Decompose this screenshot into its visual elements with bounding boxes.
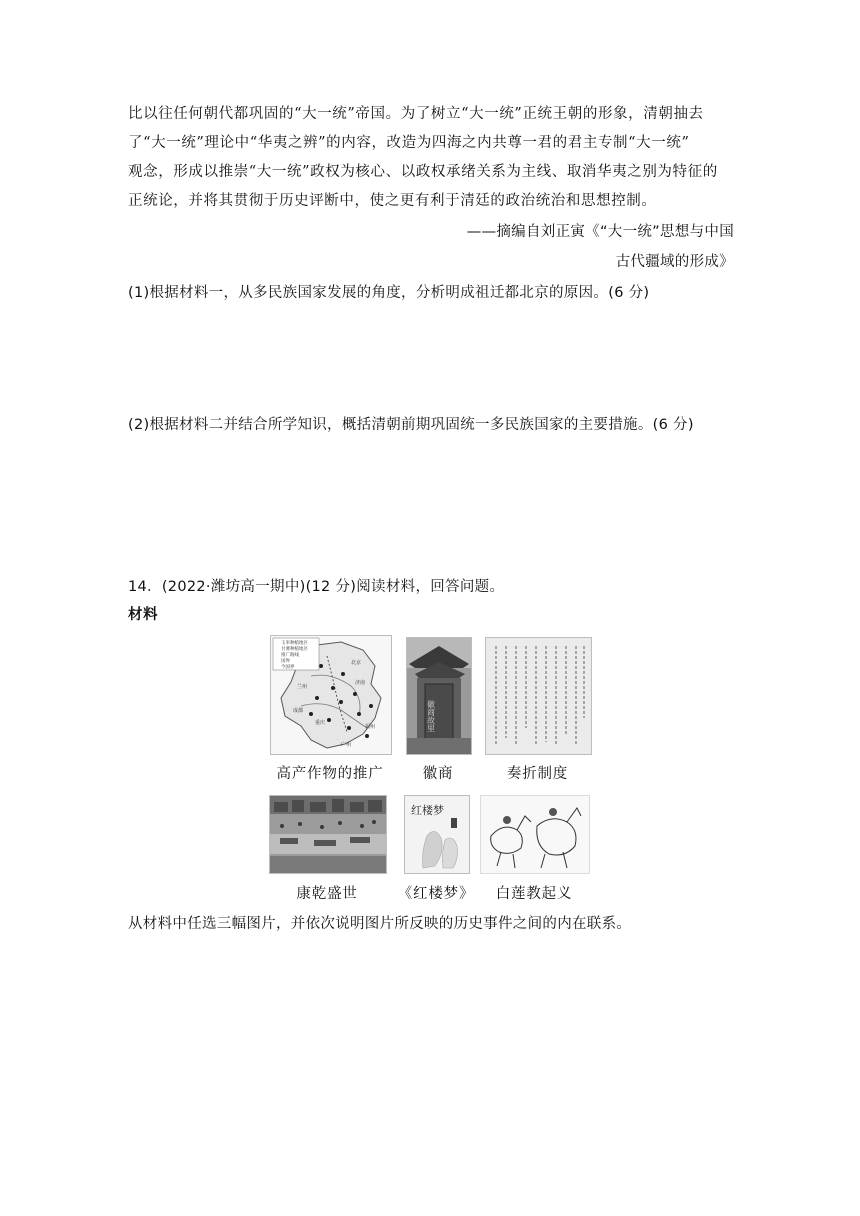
paragraph-line-3: 观念，形成以推崇“大一统”政权为核心、以政权承绪关系为主线、取消华夷之别为特征的 xyxy=(128,164,718,180)
caption-huishang: 徽商 xyxy=(422,766,454,782)
caption-hongloumeng: 《红楼梦》 xyxy=(397,886,475,902)
document-scroll-icon xyxy=(486,638,591,754)
memorial-document-image xyxy=(485,637,592,755)
map-place-jinan: 济南 xyxy=(355,680,366,686)
map-place-chongqing: 重庆 xyxy=(315,720,326,726)
question-2: (2)根据材料二并结合所学知识，概括清朝前期巩固统一多民族国家的主要措施。(6 分) xyxy=(128,417,694,433)
map-place-beijing: 北京 xyxy=(351,660,362,666)
map-legend-corn: 玉米种植地区 xyxy=(281,641,308,646)
hongloumeng-image xyxy=(404,795,470,874)
paragraph-line-4: 正统论，并将其贯彻于历史评断中，使之更有利于清廷的政治统治和思想控制。 xyxy=(128,193,657,209)
china-map-icon xyxy=(271,636,391,754)
paragraph-line-2: 了“大一统”理论中“华夷之辨”的内容，改造为四海之内共尊一君的君主专制“大一统” xyxy=(128,135,690,151)
caption-memorial: 奏折制度 xyxy=(506,766,569,782)
white-lotus-uprising-image xyxy=(480,795,590,874)
map-legend-route: 推广路线 xyxy=(281,653,299,658)
map-legend-modern-border: 今国界 xyxy=(281,665,295,670)
question-1: (1)根据材料一，从多民族国家发展的角度，分析明成祖迁都北京的原因。(6 分) xyxy=(128,285,650,301)
map-legend-sweet-potato: 甘薯种植地区 xyxy=(281,647,308,652)
task-instruction: 从材料中任选三幅图片，并依次说明图片所反映的历史事件之间的内在联系。 xyxy=(128,916,632,932)
city-scroll-painting-icon xyxy=(270,796,386,873)
material-label: 材料 xyxy=(128,607,159,623)
huishang-archway-image xyxy=(406,637,472,755)
caption-crops: 高产作物的推广 xyxy=(276,766,384,782)
paragraph-line-1: 比以往任何朝代都巩固的“大一统”帝国。为了树立“大一统”正统王朝的形象，清朝抽去 xyxy=(128,106,704,122)
kangqian-prosperity-image xyxy=(269,795,387,874)
archway-icon xyxy=(407,638,471,754)
caption-kangqian: 康乾盛世 xyxy=(296,886,358,902)
novel-title-text: 红楼梦 xyxy=(411,804,444,817)
question-14-title: 14．(2022·潍坊高一期中)(12 分)阅读材料，回答问题。 xyxy=(128,579,505,595)
novel-cover-icon xyxy=(405,796,469,873)
map-place-fuzhou: 福州 xyxy=(365,724,376,730)
plaque-text: 徽商故里 xyxy=(426,700,436,732)
map-place-chengdu: 成都 xyxy=(293,708,304,714)
horse-riders-icon xyxy=(481,796,589,873)
map-place-lanzhou: 兰州 xyxy=(297,684,308,690)
map-legend-border: 国界 xyxy=(281,659,290,664)
caption-white-lotus: 白莲教起义 xyxy=(495,886,573,902)
source-citation-line-2: 古代疆域的形成》 xyxy=(615,254,734,270)
map-place-guangzhou: 广州 xyxy=(341,742,352,748)
source-citation-line-1: ——摘编自刘正寅《“大一统”思想与中国 xyxy=(466,224,734,240)
crop-spread-map-image xyxy=(270,635,392,755)
